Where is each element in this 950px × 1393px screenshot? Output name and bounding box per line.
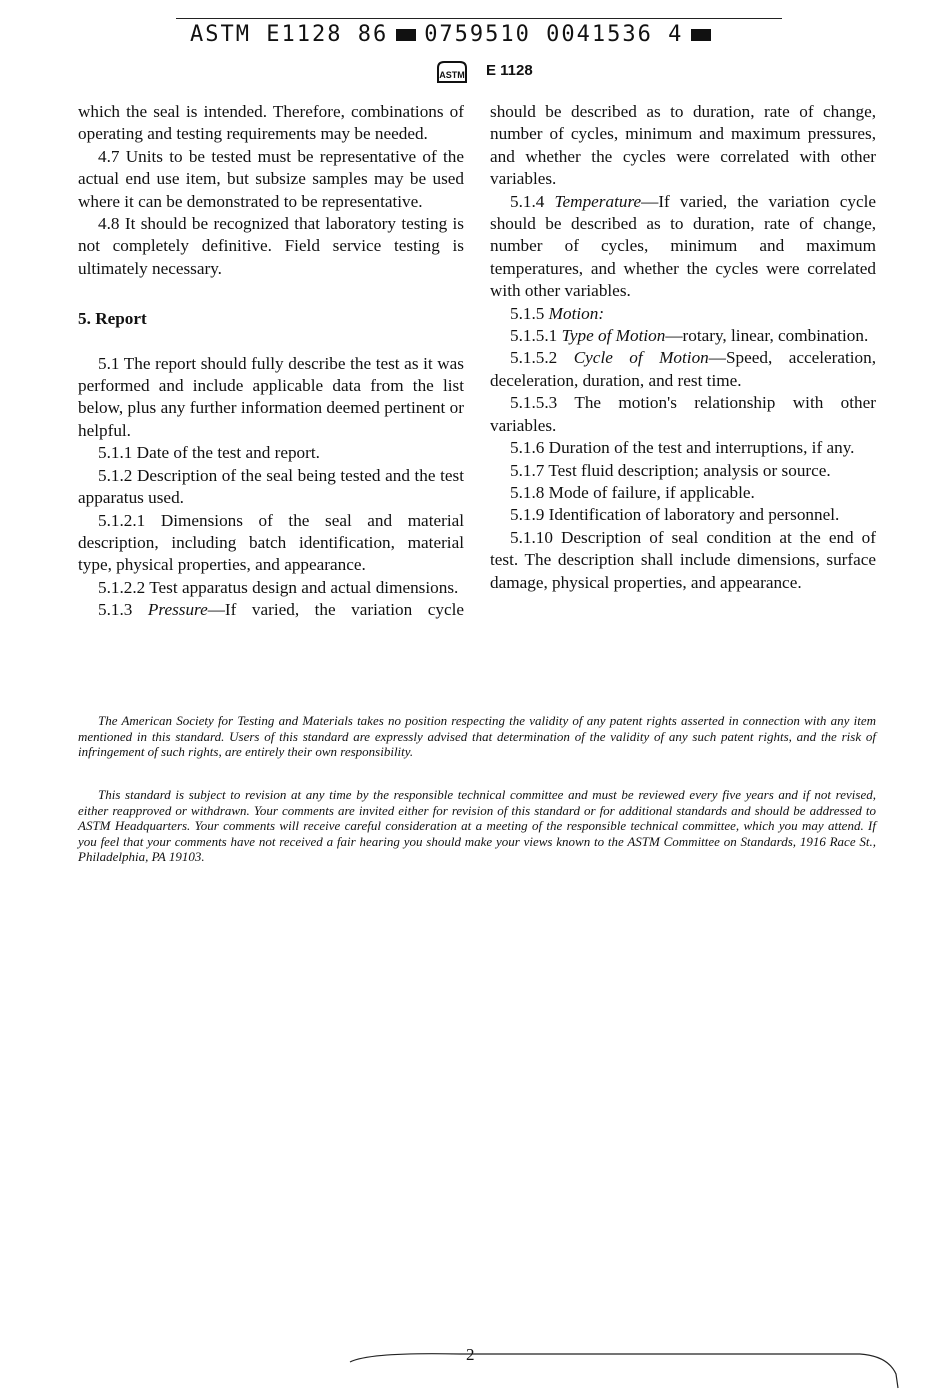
paragraph-5-1-7: 5.1.7 Test fluid description; analysis or source. — [510, 460, 831, 480]
paragraph-5-1-8: 5.1.8 Mode of failure, if applicable. — [510, 482, 755, 502]
clause-number: 5.1.3 — [98, 600, 148, 620]
standard-number: E 1128 — [486, 62, 533, 79]
paragraph: should be described as to duration, rate of change, number of cycles, minimum and maximum pressures, and whether the cycles were correlated with other variables. — [490, 102, 876, 189]
footnote-text: The American Society for Testing and Materials takes no position respecting the validity of any patent rights asserted in connection with any item mentioned in this standard. Users of this standard are expressly advised that determination of the validity of any such patent rights, and the risk of infringement of such rights, are entirely their own responsibility. — [78, 713, 876, 760]
clause-title: Temperature — [554, 191, 642, 211]
paragraph-5-1-2-2: 5.1.2.2 Test apparatus design and actual dimensions. — [98, 577, 459, 597]
paragraph-4-8: 4.8 It should be recognized that laboratory testing is not completely definitive. Field service testing is ultimately necessary. — [78, 214, 464, 278]
right-column — [490, 101, 876, 594]
paragraph-5-1-5 — [490, 303, 876, 325]
paragraph-5-1: 5.1 The report should fully describe the test as it was performed and include applicable data from the list below, plus any further information deemed pertinent or helpful. — [78, 353, 464, 440]
clause-title: Type of Motion — [561, 326, 666, 346]
left-column — [78, 101, 464, 622]
clause-text: —Speed, acceleration, deceleration, duration, and rest time. — [490, 348, 877, 390]
black-block-icon — [691, 29, 711, 41]
header-code-part2: 0759510 0041536 4 — [424, 22, 684, 47]
paragraph-4-7: 4.7 Units to be tested must be representative of the actual end use item, but subsize samples may be used where it can be demonstrated to be representative. — [78, 146, 464, 211]
logo-text: ASTM — [439, 70, 465, 80]
clause-text: —If varied, the variation cycle should be described as to duration, rate of change, number of cycles, minimum and maximum temperatures, and whether the cycles were correlated with other variables. — [490, 191, 877, 301]
paragraph-5-1-4 — [490, 191, 876, 303]
paragraph-5-1-10: 5.1.10 Description of seal condition at the end of test. The description shall include dimensions, surface damage, physical properties, and appearance. — [490, 527, 876, 592]
page-edge-curve-icon — [340, 1350, 910, 1390]
paragraph: which the seal is intended. Therefore, combinations of operating and testing requirements may be needed. — [78, 102, 464, 144]
footnote-text: This standard is subject to revision at any time by the responsible technical committee and must be reviewed every five years and if not revised, either reapproved or withdrawn. Your comments are invited either for revision of this standard or for additional standards and should be addressed to ASTM Headquarters. Your comments will receive careful consideration at a meeting of the responsible technical committee, which you may attend. If you feel that your comments have not received a fair hearing you should make your views known to the ASTM Committee on Standards, 1916 Race St., Philadelphia, PA 19103. — [78, 787, 876, 865]
paragraph-5-1-2-1: 5.1.2.1 Dimensions of the seal and material description, including batch identification, material type, physical properties, and appearance. — [78, 510, 464, 575]
footnote-revision — [78, 787, 876, 865]
paragraph-5-1-5-2 — [490, 347, 876, 392]
page-number: 2 — [466, 1345, 475, 1364]
clause-number: 5.1.4 — [510, 191, 555, 211]
paragraph-5-1-5-1 — [490, 325, 876, 347]
clause-number: 5.1.5 — [510, 303, 549, 323]
paragraph-5-1-9: 5.1.9 Identification of laboratory and personnel. — [510, 505, 840, 525]
clause-title: Motion: — [548, 303, 605, 323]
paragraph-5-1-2: 5.1.2 Description of the seal being tested and the test apparatus used. — [78, 465, 464, 508]
paragraph-5-1-5-3: 5.1.5.3 The motion's relationship with other variables. — [490, 393, 876, 435]
paragraph-5-1-1: 5.1.1 Date of the test and report. — [98, 443, 320, 463]
header-rule — [176, 18, 782, 19]
paragraph-5-1-6: 5.1.6 Duration of the test and interruptions, if any. — [510, 438, 855, 458]
clause-text: —rotary, linear, combination. — [665, 326, 869, 346]
clause-text: —If varied, the variation cycle — [207, 600, 464, 620]
footnote-patent — [78, 713, 876, 760]
header-code-part1: ASTM E1128 86 — [190, 22, 389, 47]
black-block-icon — [396, 29, 416, 41]
clause-number: 5.1.5.2 — [510, 348, 574, 368]
clause-number: 5.1.5.1 — [510, 326, 562, 346]
astm-logo-icon — [436, 60, 468, 84]
section-heading-report: 5. Report — [78, 309, 147, 329]
clause-title: Cycle of Motion — [573, 348, 709, 368]
paragraph-5-1-3 — [78, 599, 464, 621]
clause-title: Pressure — [147, 600, 208, 620]
header-code — [190, 22, 719, 47]
